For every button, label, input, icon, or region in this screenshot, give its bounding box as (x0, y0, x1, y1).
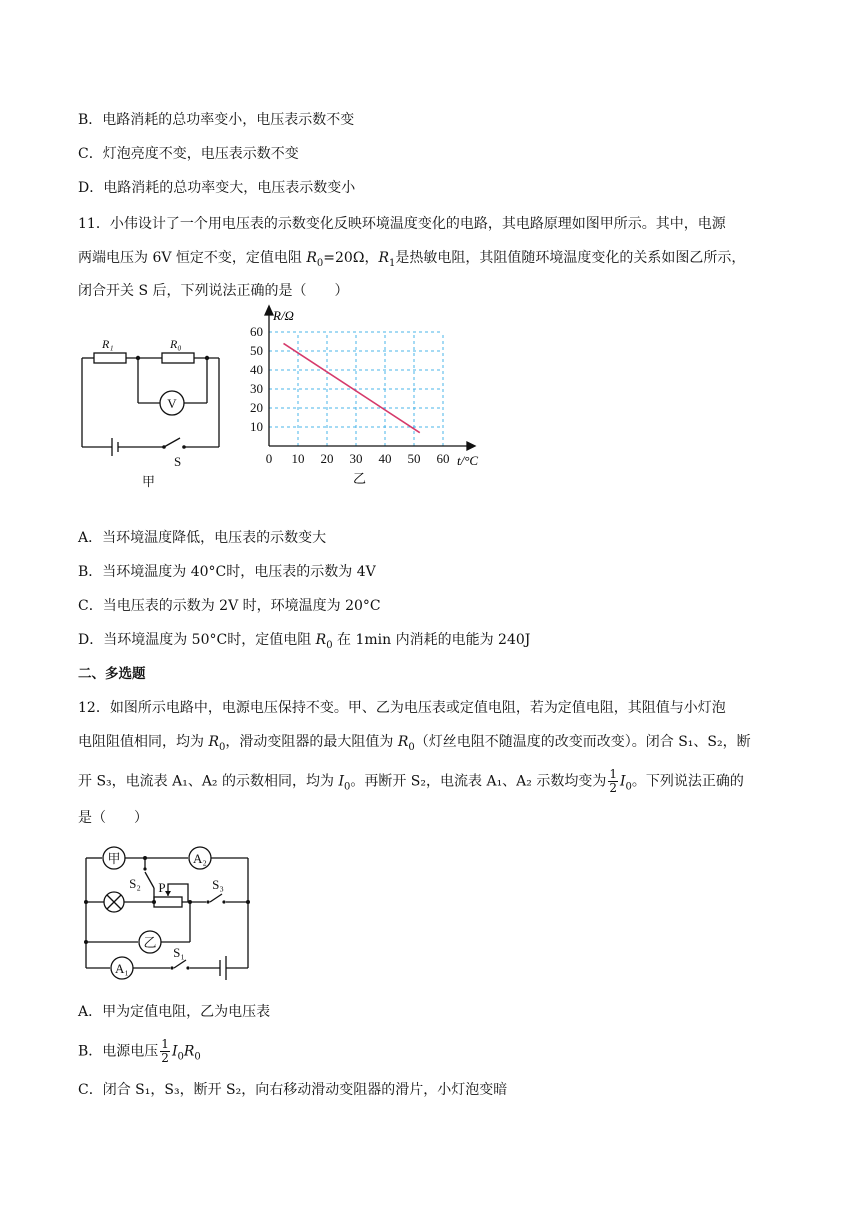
q11-stem-line1: 11．小伟设计了一个用电压表的示数变化反映环境温度变化的电路，其电路原理如图甲所示。其中，电源 (78, 216, 726, 232)
chart-x-tick-label: 0 (265, 451, 273, 466)
meter-yi-label: 乙 (143, 935, 157, 950)
q10-option-c: C．灯泡亮度不变，电压表示数不变 (78, 146, 299, 162)
chart-x-tick-label: 40 (378, 451, 392, 466)
q11-resistance-temperature-chart (235, 300, 495, 490)
switch-s1-icon (174, 960, 186, 968)
rheostat-icon (154, 897, 182, 907)
chart-x-tick-label: 50 (407, 451, 421, 466)
figure-jia-caption: 甲 (142, 474, 156, 489)
switch-s1-label: S₁ (173, 945, 185, 960)
q11-stem-line3: 闭合开关 S 后，下列说法正确的是（ ） (78, 283, 349, 299)
fraction-half: $\frac{1}{2}$ (161, 1037, 169, 1065)
section-multiple-choice-title: 二、多选题 (78, 666, 146, 682)
q11-option-d: D．当环境温度为 50°C时，定值电阻 $R_0$ 在 1min 内消耗的电能为 240J (78, 632, 531, 651)
switch-icon (164, 438, 180, 447)
chart-x-tick-label: 10 (291, 451, 305, 466)
q12-stem-line3: 开 S₃，电流表 A₁、A₂ 的示数相同，均为 $I_0$。再断开 S₂，电流表 A₁、A₂ 示数均变为 $\frac{1}{2}$ $I_0$。下列说法正确的 (78, 767, 744, 795)
r1-label: R₁ (102, 337, 114, 351)
q11-option-b: B．当环境温度为 40°C时，电压表的示数为 4V (78, 564, 376, 580)
chart-x-axis-label: t/°C (457, 453, 479, 468)
voltmeter-label: V (167, 396, 177, 411)
q12-stem-line1: 12．如图所示电路中，电源电压保持不变。甲、乙为电压表或定值电阻，若为定值电阻，其阻值与小灯泡 (78, 700, 726, 716)
switch-s3-icon (210, 894, 222, 902)
fraction-half: $\frac{1}{2}$ (609, 767, 617, 795)
q10-option-d: D．电路消耗的总功率变大，电压表示数变小 (78, 180, 356, 196)
q11-stem-line2: 两端电压为 6V 恒定不变，定值电阻 $R_0=20\Omega$，$R_1$是热敏电阻，其阻值随环境温度变化的关系如图乙所示， (78, 250, 746, 269)
q12-stem-line2: 电阻阻值相同，均为 $R_0$，滑动变阻器的最大阻值为 $R_0$（灯丝电阻不随温度的改变而改变）。闭合 S₁、S₂，断 (78, 734, 751, 753)
switch-s2-label: S₂ (129, 876, 141, 891)
chart-y-tick-label: 50 (250, 343, 263, 358)
q12-stem-line4: 是（ ） (78, 810, 148, 826)
chart-y-tick-label: 10 (250, 419, 263, 434)
figure-yi-caption: 乙 (353, 471, 367, 486)
chart-y-tick-label: 40 (250, 362, 263, 377)
meter-jia-label: 甲 (107, 851, 121, 866)
q11-option-a: A．当环境温度降低，电压表的示数变大 (78, 530, 327, 546)
r0-resistor (162, 353, 194, 363)
ammeter-a2-label: A₂ (193, 851, 207, 866)
switch-label: S (174, 454, 182, 469)
q12-option-b: B．电源电压 $\frac{1}{2}$ $I_0R_0$ (78, 1037, 201, 1065)
chart-x-tick-label: 20 (320, 451, 334, 466)
slider-p-label: P (158, 880, 166, 895)
q10-option-b: B．电路消耗的总功率变小，电压表示数不变 (78, 112, 355, 128)
q11-circuit-diagram (74, 330, 234, 490)
chart-y-tick-label: 30 (250, 381, 263, 396)
q12-option-a: A．甲为定值电阻，乙为电压表 (78, 1004, 271, 1020)
chart-y-axis-label: R/Ω (273, 308, 294, 323)
chart-y-tick-label: 60 (250, 324, 263, 339)
r0-label: R₀ (170, 337, 182, 351)
chart-series-line (284, 343, 420, 432)
chart-x-tick-label: 30 (349, 451, 363, 466)
ammeter-a1-label: A₁ (115, 961, 129, 976)
switch-s3-label: S₃ (212, 877, 224, 892)
r1-resistor (94, 353, 126, 363)
q12-circuit-diagram (72, 840, 257, 982)
switch-s2-icon (145, 872, 154, 888)
q11-option-c: C．当电压表的示数为 2V 时，环境温度为 20°C (78, 598, 381, 614)
chart-y-tick-label: 20 (250, 400, 263, 415)
q12-option-c: C．闭合 S₁，S₃，断开 S₂，向右移动滑动变阻器的滑片，小灯泡变暗 (78, 1082, 508, 1098)
chart-x-tick-label: 60 (436, 451, 450, 466)
